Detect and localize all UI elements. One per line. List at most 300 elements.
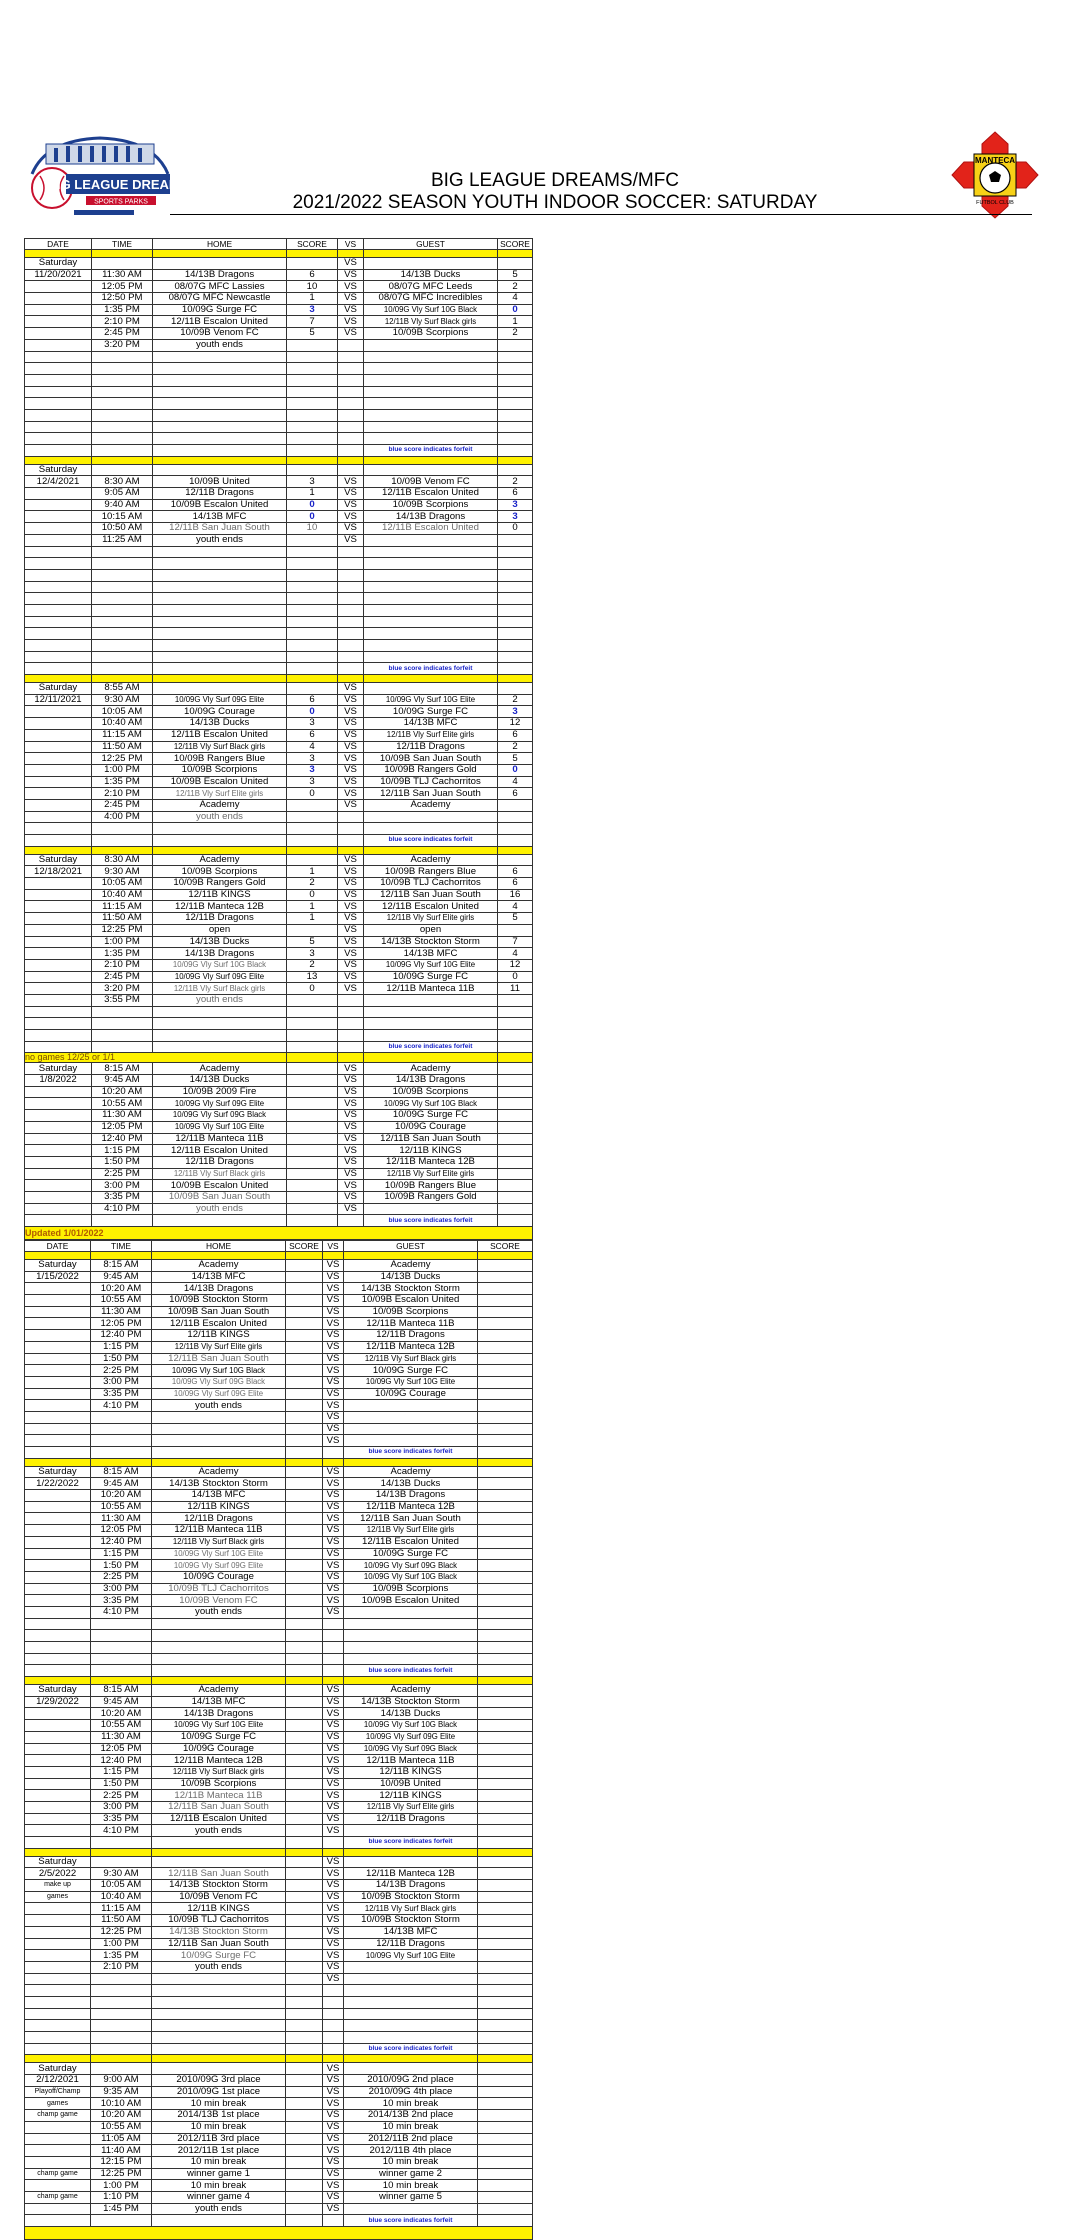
home-team-cell: 14/13B Ducks [153, 1075, 287, 1087]
time-cell [91, 1618, 152, 1630]
guest-score-cell [478, 1365, 533, 1377]
empty-cell [323, 1837, 344, 1849]
guest-team-cell: 12/11B San Juan South [364, 788, 498, 800]
separator-cell [25, 250, 92, 258]
empty-cell [286, 2215, 323, 2227]
guest-team-cell [344, 1653, 478, 1665]
home-team-cell: 14/13B Stockton Storm [152, 1478, 286, 1490]
home-score-cell [286, 1903, 323, 1915]
empty-cell [25, 1215, 92, 1227]
home-team-cell [153, 374, 287, 386]
guest-score-cell [478, 1731, 533, 1743]
time-cell: 2:45 PM [92, 971, 153, 983]
guest-score-cell: 2 [498, 476, 533, 488]
empty-cell [91, 1665, 152, 1677]
vs-cell: VS [323, 1376, 344, 1388]
vs-cell: VS [323, 1330, 344, 1342]
home-score-cell [286, 1755, 323, 1767]
empty-cell [92, 1215, 153, 1227]
vs-cell: VS [323, 2168, 344, 2180]
vs-cell: VS [338, 534, 364, 546]
vs-cell: VS [323, 2180, 344, 2192]
time-cell: 9:45 AM [91, 1271, 152, 1283]
home-team-cell: 10/09G Courage [152, 1571, 286, 1583]
guest-score-cell [478, 1880, 533, 1892]
date-cell [25, 2008, 91, 2020]
vs-cell [323, 2020, 344, 2032]
home-score-cell [287, 386, 338, 398]
schedule-row [25, 776, 533, 788]
vs-cell: VS [323, 1411, 344, 1423]
vs-cell: VS [323, 1778, 344, 1790]
home-score-cell [286, 1801, 323, 1813]
schedule-row [25, 2008, 533, 2020]
time-cell: 11:15 AM [92, 901, 153, 913]
home-team-cell: winner game 4 [152, 2191, 286, 2203]
date-cell [25, 1813, 91, 1825]
guest-team-cell: 10/09B Escalon United [344, 1595, 478, 1607]
home-score-cell: 3 [287, 764, 338, 776]
home-team-cell: 12/11B Escalon United [153, 729, 287, 741]
home-score-cell [286, 1731, 323, 1743]
schedule-row [25, 1653, 533, 1665]
date-cell: Saturday [25, 1260, 91, 1272]
vs-cell: VS [338, 799, 364, 811]
guest-score-cell [478, 1400, 533, 1412]
vs-cell: VS [338, 971, 364, 983]
date-cell [25, 1755, 91, 1767]
time-cell [91, 1435, 152, 1447]
home-score-cell: 4 [287, 741, 338, 753]
schedule-row [25, 2098, 533, 2110]
time-cell: 2:45 PM [92, 799, 153, 811]
vs-cell [338, 546, 364, 558]
column-header-guest-score: SCORE [498, 239, 533, 250]
home-team-cell: Academy [152, 1685, 286, 1697]
vs-cell: VS [338, 1156, 364, 1168]
schedule-row [25, 2168, 533, 2180]
guest-team-cell: 12/11B San Juan South [344, 1513, 478, 1525]
schedule-row [25, 339, 533, 351]
schedule-row [25, 398, 533, 410]
schedule-row [25, 1642, 533, 1654]
time-cell [92, 398, 153, 410]
vs-cell: VS [338, 1133, 364, 1145]
guest-score-cell [478, 2133, 533, 2145]
forfeit-note-row [25, 1041, 533, 1053]
guest-score-cell [478, 2075, 533, 2087]
guest-score-cell: 0 [498, 523, 533, 535]
home-score-cell [286, 1891, 323, 1903]
guest-score-cell: 7 [498, 936, 533, 948]
home-score-cell [286, 2032, 323, 2044]
date-cell [25, 616, 92, 628]
date-cell [25, 1961, 91, 1973]
home-score-cell [286, 1743, 323, 1755]
schedule-row [25, 901, 533, 913]
time-cell: 1:00 PM [92, 764, 153, 776]
vs-cell: VS [338, 948, 364, 960]
schedule-row [25, 1018, 533, 1030]
date-cell [25, 374, 92, 386]
vs-cell: VS [338, 683, 364, 695]
guest-team-cell: 2012/11B 2nd place [344, 2133, 478, 2145]
home-team-cell [153, 604, 287, 616]
time-cell: 10:20 AM [91, 1490, 152, 1502]
empty-cell [25, 835, 92, 847]
schedule-row [25, 1121, 533, 1133]
home-team-cell [152, 1630, 286, 1642]
schedule-row [25, 499, 533, 511]
home-score-cell [286, 2191, 323, 2203]
separator-cell [344, 1458, 478, 1466]
time-cell: 3:35 PM [92, 1191, 153, 1203]
time-cell: 8:30 AM [92, 476, 153, 488]
date-cell: champ game [25, 2110, 91, 2122]
vs-cell: VS [323, 2133, 344, 2145]
guest-score-cell [478, 1283, 533, 1295]
guest-team-cell [364, 534, 498, 546]
separator-cell [91, 1252, 152, 1260]
guest-score-cell [498, 421, 533, 433]
home-team-cell [152, 1435, 286, 1447]
vs-cell: VS [338, 776, 364, 788]
empty-cell [153, 835, 287, 847]
separator-cell [478, 1458, 533, 1466]
vs-cell: VS [323, 1891, 344, 1903]
home-team-cell [152, 1996, 286, 2008]
home-team-cell: 14/13B MFC [152, 1696, 286, 1708]
guest-score-cell [498, 386, 533, 398]
separator-cell [286, 1458, 323, 1466]
schedule-row [25, 1411, 533, 1423]
guest-score-cell [478, 2168, 533, 2180]
time-cell: 12:25 PM [91, 2168, 152, 2180]
date-cell [25, 546, 92, 558]
separator-cell [91, 1458, 152, 1466]
time-cell: 1:50 PM [91, 1353, 152, 1365]
schedule-row [25, 1271, 533, 1283]
date-cell [25, 913, 92, 925]
empty-cell [25, 445, 92, 457]
date-cell [25, 1642, 91, 1654]
home-score-cell [287, 1133, 338, 1145]
empty-cell [91, 1837, 152, 1849]
time-cell: 1:15 PM [91, 1548, 152, 1560]
guest-team-cell: 10/09B Scorpions [364, 1086, 498, 1098]
home-score-cell [286, 1571, 323, 1583]
vs-cell: VS [323, 1423, 344, 1435]
home-score-cell: 3 [287, 476, 338, 488]
home-team-cell: 10 min break [152, 2098, 286, 2110]
empty-cell [25, 1665, 91, 1677]
guest-team-cell: winner game 2 [344, 2168, 478, 2180]
date-cell: Saturday [25, 1856, 91, 1868]
vs-cell [338, 1030, 364, 1042]
home-team-cell: 12/11B Manteca 11B [152, 1790, 286, 1802]
forfeit-note: blue score indicates forfeit [344, 1665, 478, 1677]
schedule-row [25, 866, 533, 878]
forfeit-note: blue score indicates forfeit [344, 1837, 478, 1849]
vs-cell [338, 593, 364, 605]
date-cell [25, 1571, 91, 1583]
time-cell [91, 2008, 152, 2020]
vs-cell: VS [338, 741, 364, 753]
empty-cell [91, 2215, 152, 2227]
separator-cell [478, 1677, 533, 1685]
schedule-row [25, 983, 533, 995]
schedule-row [25, 363, 533, 375]
vs-cell: VS [338, 304, 364, 316]
block-separator [25, 1677, 533, 1685]
vs-cell [323, 1642, 344, 1654]
guest-team-cell [364, 386, 498, 398]
vs-cell: VS [338, 269, 364, 281]
time-cell: 8:30 AM [92, 854, 153, 866]
guest-team-cell: 10/09B Rangers Gold [364, 1191, 498, 1203]
guest-team-cell: 10/09G Vly Surf 09G Elite [344, 1731, 478, 1743]
mfc-logo-text: MANTECA [975, 156, 1015, 165]
guest-score-cell [478, 1856, 533, 1868]
time-cell: 11:15 AM [92, 729, 153, 741]
home-team-cell: 12/11B Vly Surf Black girls [153, 1168, 287, 1180]
separator-cell [344, 1677, 478, 1685]
home-score-cell [287, 628, 338, 640]
time-cell [92, 464, 153, 476]
forfeit-note-row [25, 2215, 533, 2227]
home-team-cell [153, 683, 287, 695]
guest-team-cell: 10/09B Stockton Storm [344, 1915, 478, 1927]
time-cell: 2:25 PM [91, 1571, 152, 1583]
time-cell [92, 616, 153, 628]
time-cell: 3:35 PM [91, 1388, 152, 1400]
home-team-cell: 14/13B Stockton Storm [152, 1926, 286, 1938]
time-cell: 3:00 PM [92, 1180, 153, 1192]
date-cell [25, 753, 92, 765]
separator-cell [338, 250, 364, 258]
time-cell [92, 433, 153, 445]
vs-cell: VS [323, 1260, 344, 1272]
home-score-cell: 0 [287, 499, 338, 511]
guest-score-cell [498, 581, 533, 593]
forfeit-note: blue score indicates forfeit [344, 2215, 478, 2227]
guest-team-cell: 14/13B Dragons [364, 1075, 498, 1087]
schedule-row [25, 854, 533, 866]
separator-cell [92, 846, 153, 854]
time-cell: 11:40 AM [91, 2145, 152, 2157]
guest-score-cell [498, 811, 533, 823]
time-cell: 10:55 AM [91, 1720, 152, 1732]
date-cell [25, 1720, 91, 1732]
block-separator [25, 1252, 533, 1260]
home-team-cell: 10/09G Vly Surf 10G Black [153, 959, 287, 971]
guest-team-cell: 12/11B Escalon United [344, 1536, 478, 1548]
schedule-row [25, 799, 533, 811]
home-team-cell: 14/13B Dragons [152, 1283, 286, 1295]
date-cell: 2/12/2021 [25, 2075, 91, 2087]
vs-cell: VS [323, 1571, 344, 1583]
column-header-time: TIME [92, 239, 153, 250]
guest-team-cell: 08/07G MFC Incredibles [364, 293, 498, 305]
forfeit-note-row [25, 445, 533, 457]
time-cell: 3:00 PM [91, 1801, 152, 1813]
schedule-row [25, 604, 533, 616]
guest-score-cell: 3 [498, 511, 533, 523]
home-team-cell: youth ends [153, 1203, 287, 1215]
home-score-cell [286, 1630, 323, 1642]
date-cell [25, 901, 92, 913]
guest-score-cell: 6 [498, 788, 533, 800]
date-cell [25, 1731, 91, 1743]
schedule-row [25, 1513, 533, 1525]
schedule-row [25, 1075, 533, 1087]
home-team-cell: youth ends [153, 994, 287, 1006]
guest-score-cell [498, 339, 533, 351]
guest-score-cell [498, 799, 533, 811]
guest-score-cell: 1 [498, 316, 533, 328]
home-score-cell [286, 1606, 323, 1618]
vs-cell: VS [338, 1075, 364, 1087]
guest-team-cell [364, 558, 498, 570]
guest-score-cell [478, 1868, 533, 1880]
guest-team-cell [344, 1435, 478, 1447]
time-cell: 10:20 AM [91, 1708, 152, 1720]
home-team-cell [153, 398, 287, 410]
guest-team-cell: 10/09G Surge FC [344, 1365, 478, 1377]
schedule-table-right [24, 1240, 533, 2240]
vs-cell: VS [338, 1168, 364, 1180]
schedule-row [25, 1630, 533, 1642]
date-cell: champ game [25, 2168, 91, 2180]
schedule-row [25, 2020, 533, 2032]
empty-cell [92, 445, 153, 457]
guest-score-cell [498, 1203, 533, 1215]
date-cell [25, 1376, 91, 1388]
forfeit-note: blue score indicates forfeit [344, 1447, 478, 1459]
guest-score-cell [478, 2086, 533, 2098]
time-cell: 10:50 AM [92, 523, 153, 535]
vs-cell: VS [323, 1755, 344, 1767]
guest-score-cell [478, 1388, 533, 1400]
home-team-cell: 10/09B 2009 Fire [153, 1086, 287, 1098]
home-score-cell [287, 351, 338, 363]
guest-score-cell [478, 1423, 533, 1435]
empty-cell [498, 663, 533, 675]
home-team-cell [152, 1411, 286, 1423]
home-score-cell: 1 [287, 866, 338, 878]
home-score-cell [286, 1411, 323, 1423]
date-cell [25, 281, 92, 293]
date-cell [25, 1501, 91, 1513]
guest-score-cell [478, 1306, 533, 1318]
home-team-cell: 10/09G Vly Surf 10G Elite [152, 1548, 286, 1560]
guest-score-cell [478, 1801, 533, 1813]
footer-band [25, 2227, 533, 2240]
guest-team-cell: 12/11B San Juan South [364, 889, 498, 901]
vs-cell [338, 823, 364, 835]
home-team-cell [152, 2020, 286, 2032]
mfc-logo-subtext: FUTBOL CLUB [976, 200, 1014, 206]
date-cell [25, 1583, 91, 1595]
home-score-cell [286, 2156, 323, 2168]
guest-team-cell: 10/09B TLJ Cachorritos [364, 878, 498, 890]
vs-cell: VS [323, 1501, 344, 1513]
home-score-cell [287, 1018, 338, 1030]
guest-team-cell: 10/09G Vly Surf 10G Elite [344, 1376, 478, 1388]
schedule-row [25, 706, 533, 718]
guest-team-cell: 14/13B Ducks [344, 1271, 478, 1283]
date-cell [25, 718, 92, 730]
date-cell [25, 1708, 91, 1720]
vs-cell [338, 1018, 364, 1030]
separator-cell [498, 1053, 533, 1063]
guest-team-cell: 10/09B Stockton Storm [344, 1891, 478, 1903]
vs-cell: VS [323, 1856, 344, 1868]
guest-score-cell [478, 1985, 533, 1997]
home-team-cell [153, 558, 287, 570]
guest-score-cell [478, 2008, 533, 2020]
guest-score-cell: 5 [498, 753, 533, 765]
home-team-cell [153, 651, 287, 663]
time-cell: 12:15 PM [91, 2156, 152, 2168]
separator-cell [323, 1848, 344, 1856]
time-cell [92, 351, 153, 363]
guest-team-cell: 12/11B Dragons [344, 1813, 478, 1825]
home-team-cell: 12/11B Vly Surf Elite girls [152, 1341, 286, 1353]
date-cell [25, 651, 92, 663]
empty-cell [323, 1447, 344, 1459]
schedule-row [25, 788, 533, 800]
vs-cell [338, 558, 364, 570]
guest-team-cell: open [364, 924, 498, 936]
schedule-row [25, 924, 533, 936]
guest-score-cell [478, 1295, 533, 1307]
date-cell [25, 1630, 91, 1642]
schedule-row [25, 1191, 533, 1203]
schedule-row [25, 1423, 533, 1435]
home-team-cell: 10/09B San Juan South [152, 1306, 286, 1318]
vs-cell: VS [338, 866, 364, 878]
guest-score-cell [498, 683, 533, 695]
home-team-cell [152, 1653, 286, 1665]
schedule-row [25, 1950, 533, 1962]
time-cell: 11:50 AM [92, 741, 153, 753]
guest-score-cell [498, 854, 533, 866]
time-cell: 3:20 PM [92, 983, 153, 995]
date-cell [25, 1743, 91, 1755]
home-score-cell [286, 1880, 323, 1892]
empty-cell [323, 1665, 344, 1677]
home-score-cell [286, 1778, 323, 1790]
home-team-cell: youth ends [152, 1400, 286, 1412]
guest-score-cell: 0 [498, 764, 533, 776]
guest-score-cell [478, 2098, 533, 2110]
date-cell: 1/29/2022 [25, 1696, 91, 1708]
schedule-row [25, 1030, 533, 1042]
home-team-cell: 10/09B United [153, 476, 287, 488]
home-team-cell: 10/09G Vly Surf 09G Elite [153, 694, 287, 706]
separator-cell [364, 1053, 498, 1063]
home-team-cell: 12/11B Vly Surf Black girls [153, 983, 287, 995]
guest-score-cell [478, 1571, 533, 1583]
date-cell [25, 878, 92, 890]
guest-score-cell: 2 [498, 281, 533, 293]
vs-cell [338, 409, 364, 421]
time-cell: 10:40 AM [91, 1891, 152, 1903]
separator-cell [364, 846, 498, 854]
schedule-row [25, 683, 533, 695]
home-team-cell [152, 1973, 286, 1985]
